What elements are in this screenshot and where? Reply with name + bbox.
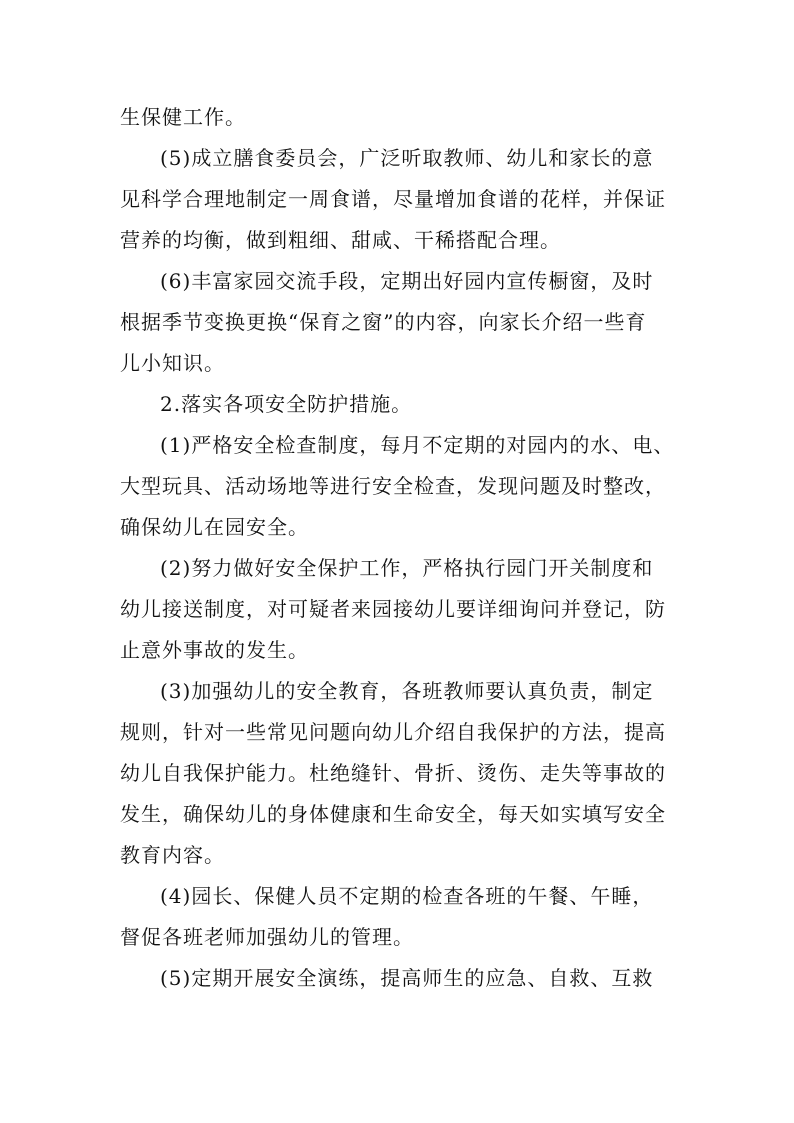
text-line: 发生，确保幼儿的身体健康和生命安全，每天如实填写安全 <box>120 802 666 826</box>
text-line: 见科学合理地制定一周食谱，尽量增加食谱的花样，并保证 <box>120 187 666 211</box>
text-line: (5)定期开展安全演练，提高师生的应急、自救、互救 <box>160 966 654 990</box>
text-line: 幼儿自我保护能力。杜绝缝针、骨折、烫伤、走失等事故的 <box>120 761 666 785</box>
text-line: 规则，针对一些常见问题向幼儿介绍自我保护的方法，提高 <box>120 720 666 744</box>
text-line: (1)严格安全检查制度，每月不定期的对园内的水、电、 <box>160 433 675 457</box>
text-line: 儿小知识。 <box>120 351 225 375</box>
text-line: (4)园长、保健人员不定期的检查各班的午餐、午睡， <box>160 884 654 908</box>
text-line: (6)丰富家园交流手段，定期出好园内宣传橱窗，及时 <box>160 269 654 293</box>
text-line: 根据季节变换更换“保育之窗”的内容，向家长介绍一些育 <box>120 310 647 334</box>
text-line: 营养的均衡，做到粗细、甜咸、干稀搭配合理。 <box>120 228 561 252</box>
section-heading: 2.落实各项安全防护措施。 <box>160 392 413 416</box>
text-line: (2)努力做好安全保护工作，严格执行园门开关制度和 <box>160 556 654 580</box>
text-line: 大型玩具、活动场地等进行安全检查，发现问题及时整改， <box>120 474 666 498</box>
text-line: 止意外事故的发生。 <box>120 638 309 662</box>
text-line: 生保健工作。 <box>120 105 246 129</box>
text-line: 幼儿接送制度，对可疑者来园接幼儿要详细询问并登记，防 <box>120 597 666 621</box>
text-line: (5)成立膳食委员会，广泛听取教师、幼儿和家长的意 <box>160 146 654 170</box>
text-line: (3)加强幼儿的安全教育，各班教师要认真负责，制定 <box>160 679 654 703</box>
text-line: 教育内容。 <box>120 843 225 867</box>
text-line: 督促各班老师加强幼儿的管理。 <box>120 925 414 949</box>
text-line: 确保幼儿在园安全。 <box>120 515 309 539</box>
